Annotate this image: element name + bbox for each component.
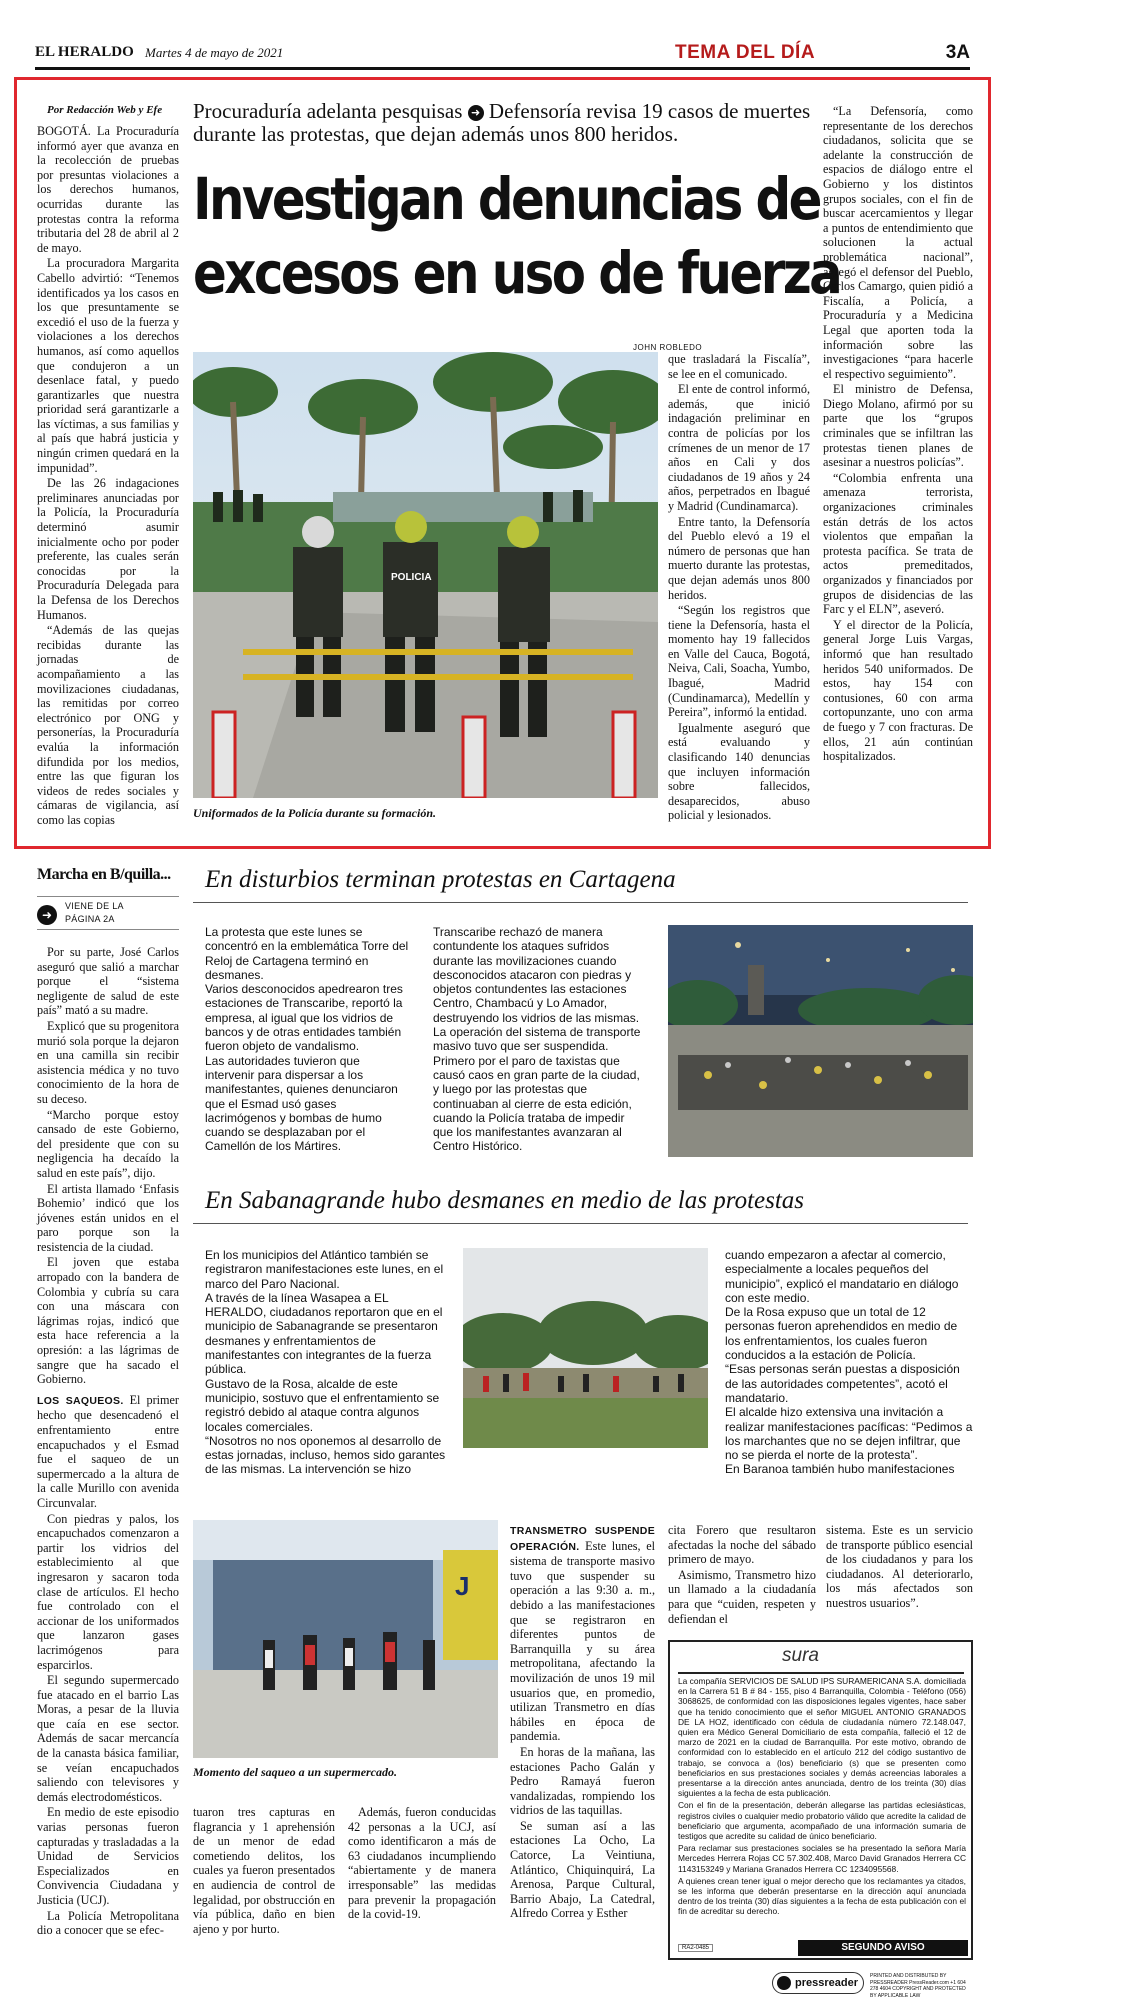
paragraph: En horas de la mañana, las estaciones Pacho Galán y Pedro Ramayá fueron vandalizadas, rompiendo los vidrios de las taquillas. <box>510 1744 655 1818</box>
paragraph: A quienes crean tener igual o mejor derecho que los reclamantes ya citados, se les informa que deberán presentarse en la dirección aquí anunciada dentro de los treinta (30) días siguientes a la fecha de esta publicación con el fin de acreditar su derecho. <box>678 1875 966 1917</box>
sabanagrande-headline: En Sabanagrande hubo desmanes en medio de las protestas <box>205 1187 805 1214</box>
divider <box>193 902 968 903</box>
pressreader-label: pressreader <box>795 1977 858 1989</box>
paragraph: Asimismo, Transmetro hizo un llamado a la ciudadanía para que “cuiden, respeten y defiendan el <box>668 1567 816 1626</box>
paragraph: Varios desconocidos apedrearon tres estaciones de Transcaribe, reportó la empresa, al igual que los vidrios de bancos y de otras entidades también fueron objeto de vandalismo. <box>205 982 403 1054</box>
paragraph: A través de la línea Wasapea a EL HERALDO, ciudadanos reportaron que en el municipio de Sabanagrande se presentaron desmanes y enfrentamientos de manifestantes con integrantes de la fuerza pública. <box>205 1290 443 1377</box>
paragraph: En medio de este episodio varias personas fueron capturadas y trasladadas a la Unidad de Servicios Especializados en Convivencia Ciudadana y Justicia (UCJ). <box>37 1805 179 1907</box>
paper-name: EL HERALDO <box>35 44 134 60</box>
bottom-col1 <box>193 1805 335 1937</box>
notice-code: RA2-0485 <box>678 1944 713 1952</box>
saqueos-lead: LOS SAQUEOS. <box>37 1394 124 1407</box>
paragraph: Explicó que su progenitora murió sola porque la dejaron en una camilla sin recibir asistencia médica y no tuvo conocimiento de la hora de su deceso. <box>37 1018 179 1106</box>
paragraph: Transcaribe rechazó de manera contundente los ataques sufridos durante las movilizaciones cuando desconocidos atacaron con piedras y objetos contundentes las estaciones Centro, Chambacú y Lo Amador, destruyendo los vidrios de las mismas. <box>433 925 640 1025</box>
sabanagrande-col1 <box>205 1248 448 1477</box>
paragraph: De la Rosa expuso que un total de 12 personas fueron aprehendidos en medio de los enfrentamientos, los cuales fueron conducidos a la estación de Policía. <box>725 1305 958 1363</box>
paragraph: La operación del sistema de transporte masivo tuvo que ser suspendida. Primero por el paro de taxistas que causó caos en gran parte de la ciudad, y luego por las protestas que continuaban al cierre de esta edición, cuando la Policía trataba de impedir que los manifestantes avanzaran al Centro Histórico. <box>433 1025 641 1154</box>
paragraph: sistema. Este es un servicio de transporte público esencial de los ciudadanos y para los ciudadanos. Al deteriorarlo, los más afectados son nuestros usuarios”. <box>826 1523 973 1610</box>
cartagena-col2 <box>433 925 643 1154</box>
paragraph: Además, fueron conducidas 42 personas a la UCJ, así como identificaron a más de 63 ciudadanos incumpliendo “abiertamente y de manera irresponsable” las medidas para prevenir la propagación de la covid-19. <box>348 1805 496 1922</box>
bottom-col3 <box>510 1523 655 1922</box>
paragraph: que trasladará la Fiscalía”, se lee en el comunicado. <box>668 352 810 381</box>
paragraph: La compañía SERVICIOS DE SALUD IPS SURAMERICANA S.A. domiciliada en la Carrera 51 B # 84 - 155, piso 4 Barranquilla, Colombia - Teléfono (056) 3068625, de conformidad con las disposiciones legales vigentes, hace saber que ha tenido conocimiento que el señor MIGUEL ANTONIO GRANADOS DE LA HOZ, identificado con cédula de ciudadanía número 72.148.047, quien era Médico General Domiciliario de esta compañía, falleció el 12 de marzo de 2021 en la ciudad de Barranquilla. Por este motivo, obrando de conformidad con lo establecido en el artículo 212 del código sustantivo de trabajo, se convoca a (los) beneficiario (s) que se presenten como beneficiarios en sus prestaciones sociales y demás acreencias laborales a presentarse a la dirección antes anunciada, dentro de los treinta (30) días siguientes a la fecha de esta publicación. <box>678 1676 966 1799</box>
sabanagrande-photo <box>463 1248 708 1448</box>
photo-credit: JOHN ROBLEDO <box>633 343 703 352</box>
masthead <box>35 44 970 70</box>
marcha-column <box>37 945 179 1939</box>
cartagena-photo <box>668 925 973 1157</box>
subheadline <box>193 100 813 146</box>
section-title: TEMA DEL DÍA <box>675 42 816 63</box>
continued-line1: VIENE DE LA <box>65 901 124 911</box>
notice-text <box>678 1676 966 1919</box>
paragraph: El ministro de Defensa, Diego Molano, afirmó por su parte que los “grupos criminales que se infiltran las protestas tienen planes de asesinar a nuestros policías”. <box>823 382 973 470</box>
marcha-title: Marcha en B/quilla... <box>37 866 171 883</box>
paragraph: El artista llamado ‘Enfasis Bohemio’ indicó que los jóvenes están unidos en el paro porque son la resistencia de la ciudad. <box>37 1181 179 1254</box>
paragraph: “La Defensoría, como representante de los derechos ciudadanos, solicita que se adelante la construcción de espacios de diálogo entre el Gobierno y los distintos grupos sociales, con el fin de buscar acercamientos y llegar a puntos de entendimiento que solucionen la actual problemática nacional”, agregó el defensor del Pueblo, Carlos Camargo, quien pidió a Fiscalía, a Policía, a Procuraduría y a Medicina Legal que aporten toda la información sobre las investigaciones “para hacerle el respectivo seguimiento”. <box>823 104 973 381</box>
headline-line2: excesos en uso de fuerza <box>193 239 841 307</box>
paragraph: El primer hecho que desencadenó el enfrentamiento entre encapuchados y el Esmad fue el saqueo de un supermercado a la altura de la calle Murillo con avenida Circunvalar. <box>37 1392 179 1510</box>
saqueo-photo <box>193 1520 498 1758</box>
cartagena-headline: En disturbios terminan protestas en Cartagena <box>205 866 676 893</box>
pressreader-logo[interactable] <box>772 1972 864 1994</box>
paragraph: El ente de control informó, además, que inició indagación preliminar en contra de policías por los crímenes de un menor de 17 años en Cali y dos ciudadanos de 19 años y 24 años, perpetrados en Ibagué y Madrid (Cundinamarca). <box>668 382 810 513</box>
subhead-part2: Defensoría revisa 19 casos de muertes durante las protestas, que dejan además unos 800 heridos. <box>193 99 811 146</box>
paragraph: “Colombia enfrenta una amenaza terrorista, organizaciones criminales están detrás de los actos violentos que empañan la protesta pacífica. Se trata de actos premeditados, organizados y financiados por grupos de disidencias de las Farc y el ELN”, aseveró. <box>823 470 973 617</box>
paragraph: Y el director de la Policía, general Jorge Luis Vargas, informó que han resultado heridos 540 uniformados. De estos, hay 154 con contusiones, 60 con arma cortopunzante, uno con arma de fuego y 7 con fracturas. De ellos, 21 aún continúan hospitalizados. <box>823 617 973 764</box>
subhead-part1: Procuraduría adelanta pesquisas <box>193 99 463 123</box>
paragraph: Por su parte, José Carlos aseguró que salió a marchar porque el “sistema negligente de salud de este país” mató a su madre. <box>37 945 179 1018</box>
bottom-col2 <box>348 1805 496 1923</box>
continued-line2: PÁGINA 2A <box>65 914 115 924</box>
photo-caption: Momento del saqueo a un supermercado. <box>193 1765 398 1779</box>
paragraph: “Según los registros que tiene la Defensoría, hasta el momento hay 19 fallecidos en Valle del Cauca, Bogotá, Neiva, Cali, Soacha, Yumbo, Ibagué, Madrid (Cundinamarca), Medellín y Pereira”, informó la entidad. <box>668 603 810 720</box>
paragraph: Igualmente aseguró que está evaluando y clasificando 140 denuncias que incluyen información sobre fallecidos, desaparecidos, abuso policial y lesionados. <box>668 720 810 823</box>
paragraph: “Nosotros no nos oponemos al desarrollo de estas jornadas, incluso, hemos sido garantes de las mismas. La intervención se hizo <box>205 1433 446 1477</box>
arrow-right-icon: ➜ <box>37 905 57 925</box>
paragraph: La protesta que este lunes se concentró en la emblemática Torre del Reloj de Cartagena terminó en desmanes. <box>205 925 409 982</box>
bottom-col5 <box>826 1523 973 1612</box>
page-number: 3A <box>945 42 970 63</box>
paragraph: Entre tanto, la Defensoría del Pueblo elevó a 19 el número de personas que han muerto durante las protestas, que dejan además unos 800 heridos. <box>668 514 810 602</box>
transmetro-lead: TRANSMETRO SUSPENDE OPERACIÓN. <box>510 1525 655 1553</box>
paragraph: cita Forero que resultaron afectadas la noche del sábado primero de mayo. <box>668 1523 816 1567</box>
byline: Por Redacción Web y Efe <box>47 104 163 116</box>
police-photo <box>193 352 658 798</box>
main-story-col4 <box>823 104 973 765</box>
paragraph: Se suman así a las estaciones La Ocho, La Catorce, La Veintiuna, Atlántico, Chiquinquirá, La Arenosa, Parque Cultural, Barrio Abajo, La Catedral, Alfredo Correa y Esther <box>510 1818 655 1921</box>
paragraph: “Esas personas serán puestas a disposición de las autoridades competentes”, acotó el mandatario. <box>725 1362 960 1405</box>
main-story-col3 <box>668 352 810 824</box>
continued-label <box>65 900 124 926</box>
headline-line1: Investigan denuncias de <box>193 165 820 233</box>
divider <box>193 1223 968 1224</box>
cartagena-col1 <box>205 925 410 1154</box>
pressreader-icon <box>777 1976 791 1990</box>
vest-label: POLICIA <box>391 572 432 583</box>
sabanagrande-col3 <box>725 1248 973 1477</box>
paragraph: De las 26 indagaciones preliminares anunciadas por la Policía, la Procuraduría determinó asumir inicialmente ocho por poder preferente, las cuales serán conocidas por la Procuraduría Delegada para la Defensa de los Derechos Humanos. <box>37 476 179 622</box>
paragraph: Gustavo de la Rosa, alcalde de este municipio, sostuvo que el enfrentamiento se registró debido al ataque contra algunos locales comerciales. <box>205 1376 440 1434</box>
continued-from[interactable] <box>37 896 179 930</box>
pressreader-footer[interactable] <box>772 1972 972 1999</box>
paper-date: Martes 4 de mayo de 2021 <box>145 45 284 60</box>
paragraph: El segundo supermercado fue atacado en el barrio Las Moras, a pesar de la lluvia que caía en ese sector. Además de sacar mercancía de la canasta básica familiar, se veían encapuchados saliendo con televisores y demás electrodomésticos. <box>37 1673 179 1804</box>
main-story-col1 <box>37 124 179 829</box>
print-notice: PRINTED AND DISTRIBUTED BY PRESSREADER PressReader.com +1 604 278 4604 COPYRIGHT AND PROTECTED BY APPLICABLE LAW <box>870 1973 966 1999</box>
paragraph: En Baranoa también hubo manifestaciones <box>725 1462 955 1477</box>
paragraph: cuando empezaron a afectar al comercio, especialmente a locales pequeños del municipio”, explicó el mandatario en diálogo con este medio. <box>725 1248 959 1305</box>
paragraph: En los municipios del Atlántico también se registraron manifestaciones este lunes, en el marco del Paro Nacional. <box>205 1248 444 1291</box>
paragraph: La Policía Metropolitana dio a conocer que se efec- <box>37 1908 179 1938</box>
paragraph: BOGOTÁ. La Procuraduría informó ayer que avanza en la recolección de pruebas por presuntas violaciones a los derechos humanos, ocurridas durante las protestas contra la reforma tributaria del 28 de abril al 2 de mayo. <box>37 124 179 255</box>
paragraph: “Marcho porque estoy cansado de este Gobierno, del presidente que con su negligencia ha decaído la salud en este país”, dijo. <box>37 1107 179 1180</box>
paragraph: “Además de las quejas recibidas durante las jornadas de acompañamiento a las movilizaciones ciudadanas, las remitidas por correo electrónico por ONG y personerías, la Procuraduría evalúa la información difundida por los medios, entre las que figuran los videos de redes sociales y cámaras de vigilancia, así como las copias <box>37 623 179 827</box>
notice-footer: SEGUNDO AVISO <box>798 1940 968 1956</box>
photo-caption: Uniformados de la Policía durante su formación. <box>193 806 437 820</box>
svg-text:J: J <box>455 1571 470 1601</box>
paragraph: Para reclamar sus prestaciones sociales se ha presentado la señora María Mercedes Herrera Rojas CC 57.302.408, Marco David Granados Herrera CC 1143153249 y Mariana Granados Herrera CC 1234095568. <box>678 1843 966 1874</box>
paragraph: La procuradora Margarita Cabello advirtió: “Tenemos identificados ya los casos en los que presuntamente se excedió el uso de la fuerza y violaciones a los derechos humanos, así como aquellos que condujeron a un desenlace fatal, y puedo garantizarles que nuestra prioridad será garantizarle a las víctimas, a sus familias y al país que habrá justicia y ningún crimen quedará en la impunidad”. <box>37 256 179 475</box>
divider <box>678 1672 964 1674</box>
paragraph: Con el fin de la presentación, deberán allegarse las partidas eclesiásticas, registros civiles o cualquier medio probatorio válido que acredite la calidad de beneficiario que argumenta, acompañado de una información sumaria de testigos que acredite su calidad de único beneficiario. <box>678 1800 966 1842</box>
paragraph: El joven que estaba arropado con la bandera de Colombia y cubría su cara con una máscara con lágrimas rojas, indicó que esta hace referencia a la opresión: a las lágrimas de sangre que ha sacado el Gobierno. <box>37 1255 179 1387</box>
paragraph: Este lunes, el sistema de transporte masivo tuvo que suspender su operación a las 9:30 a. m., debido a las manifestaciones que se registraron en diferentes puntos de Barranquilla y su área metropolitana, afectando la movilización de unos 19 mil usuarios que, en promedio, utilizan Transmetro en días hábiles en época de pandemia. <box>510 1538 655 1744</box>
legal-notice <box>668 1640 973 1960</box>
paragraph: El alcalde hizo extensiva una invitación a realizar manifestaciones pacíficas: “Pedimos a los marchantes que no se dejen infiltrar, que no se pierda el norte de la protesta”. <box>725 1405 973 1463</box>
sura-logo: sura <box>782 1645 819 1666</box>
arrow-right-icon: ➜ <box>468 105 484 121</box>
paragraph: Con piedras y palos, los encapuchados comenzaron a partir los vidrios del establecimiento al que ingresaron y sacaron toda clase de artículos. El hecho fue controlado con el accionar de los uniformados que lanzaron gases lacrimógenos para esparcirlos. <box>37 1511 179 1672</box>
paragraph: Las autoridades tuvieron que intervenir para dispersar a los manifestantes, quienes denunciaron que el Esmad usó gases lacrimógenos y bombas de humo cuando se desplazaban por el Camellón de los Mártires. <box>205 1053 398 1154</box>
bottom-col4 <box>668 1523 816 1627</box>
paragraph: tuaron tres capturas en flagrancia y 1 aprehensión de un menor de edad cometiendo delitos, los cuales ya fueron presentados en audiencia de control de legalidad, por obstrucción en vía pública, daño en bien ajeno y por hurto. <box>193 1805 335 1936</box>
headline <box>193 162 841 310</box>
